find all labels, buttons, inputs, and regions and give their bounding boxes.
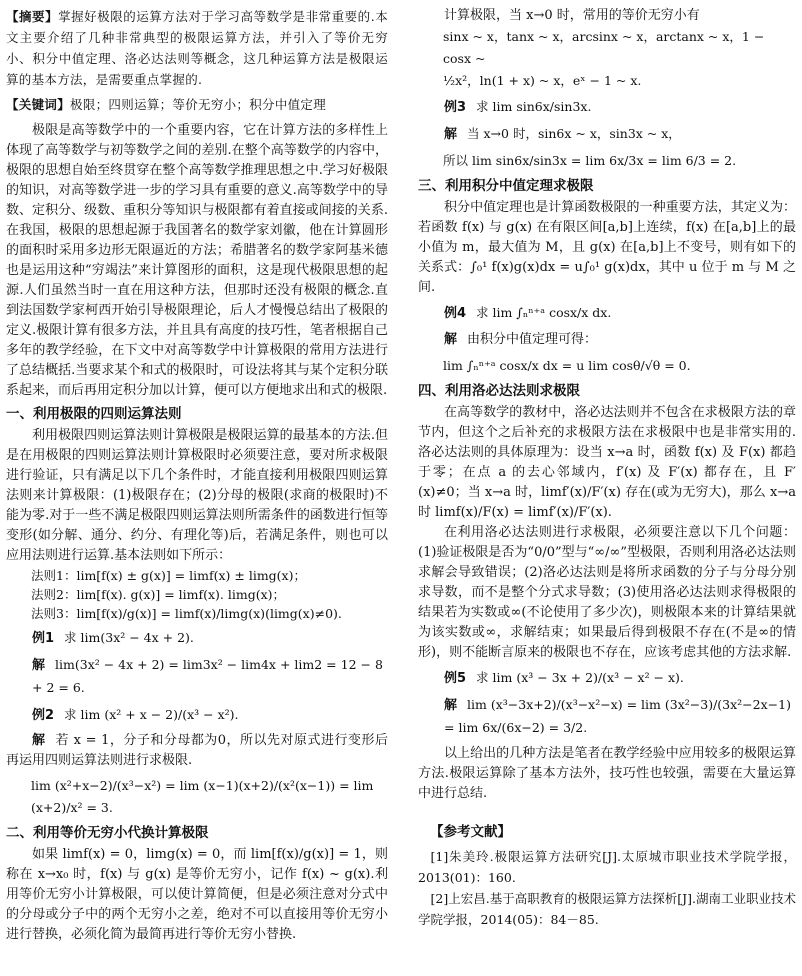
section-2-paragraph: 如果 limf(x) = 0，limg(x) = 0，而 lim[f(x)/g(x)] = 1，则称在 x→x₀ 时，f(x) 与 g(x) 是等价无穷小，记作 f(x) ~ g(x).利用等价无穷小计算极限，可以使计算简便，但是必须注意对分式中的分母或分子中的两个无穷小之差，绝对不可以直接用等价无穷小进行替换，必须化简为最简再进行等价无穷小替换. [6, 847, 388, 942]
example-5-solution [418, 694, 796, 740]
example-4 [418, 302, 796, 325]
equivalent-list-line-2: ½x²，ln(1 + x) ~ x，eˣ − 1 ~ x. [443, 73, 642, 88]
example-2-formula: lim (x²+x−2)/(x³−x²) = lim (x−1)(x+2)/(x²(x−1)) = lim (x+2)/x² = 3. [31, 778, 374, 815]
section-4-paragraph-1: 在高等数学的教材中，洛必达法则并不包含在求极限方法的章节内，但这个之后补充的求极限方法在求极限中也是非常实用的.洛必达法则的具体原理为：设当 x→a 时，函数 f(x) 及 F(x) 都趋于零；在点 a 的去心邻域内，f′(x) 及 F′(x) 都存在，且 F′(x)≠0；当 x→a 时，limf′(x)/F′(x) 存在(或为无穷大)，那么 x→a 时 limf(x)/F(x) = limf′(x)/F′(x). [418, 405, 796, 520]
abstract [6, 6, 388, 90]
equivalent-list-line-1: sinx ~ x，tanx ~ x，arcsinx ~ x，arctanx ~ x，1 − cosx ~ [443, 29, 765, 66]
section-3-title: 三、利用积分中值定理求极限 [418, 178, 594, 194]
example-1-solution [6, 654, 388, 700]
example-3-solution-text: 当 x→0 时，sin6x ~ x，sin3x ~ x， [467, 126, 681, 141]
law-2: 法则2：lim[f(x). g(x)] = limf(x). limg(x)； [31, 587, 286, 602]
example-4-problem: 求 lim ∫ₙⁿ⁺ᵃ cosx/x dx. [476, 305, 612, 320]
example-4-label: 例4 [444, 306, 467, 321]
section-2-title: 二、利用等价无穷小代换计算极限 [6, 825, 209, 841]
solution-label: 解 [444, 127, 458, 142]
left-column [6, 6, 388, 945]
example-1-problem: 求 lim(3x² − 4x + 2). [64, 630, 194, 645]
example-3-formula: 所以 lim sin6x/sin3x = lim 6x/3x = lim 6/3 = 2. [443, 153, 737, 168]
section-4-paragraph-3: 以上给出的几种方法是笔者在教学经验中应用较多的极限运算方法.极限运算除了基本方法外，技巧性也较强，需要在大量运算中进行总结. [418, 746, 796, 801]
section-3-paragraph: 积分中值定理也是计算函数极限的一种重要方法，其定义为：若函数 f(x) 与 g(x) 在有限区间[a,b]上连续，f(x) 在[a,b]上的最小值为 m，最大值为 M，且 g(x) 在[a,b]上不变号，则有如下的关系式：∫₀¹ f(x)g(x)dx = u∫₀¹ g(x)dx，其中 u 位于 m 与 M 之间. [418, 200, 796, 295]
example-2-problem: 求 lim (x² + x − 2)/(x³ − x²). [64, 707, 239, 722]
solution-label: 解 [32, 733, 46, 748]
section-1-title: 一、利用极限的四则运算法则 [6, 406, 182, 422]
example-5 [418, 667, 796, 690]
example-4-formula: lim ∫ₙⁿ⁺ᵃ cosx/x dx = u lim cosθ/√θ = 0. [443, 358, 691, 373]
abstract-label: 【摘要】 [6, 9, 59, 24]
example-4-solution-text: 由积分中值定理可得： [467, 332, 598, 347]
example-3-problem: 求 lim sin6x/sin3x. [476, 99, 592, 114]
example-3 [418, 96, 796, 119]
section-1-paragraph: 利用极限四则运算法则计算极限是极限运算的最基本的方法.但是在用极限的四则运算法则计算极限时必须要注意，要对所求极限进行验证，只有满足以下几个条件时，才能直接利用极限四则运算法则来计算极限：(1)极限存在；(2)分母的极限(求商的极限时)不能为零.对于一些不满足极限四则运算法则所需条件的函数进行恒等变形(如分解、通分、约分、有理化等)后，若满足条件，则也可以应用法则进行运算.基本法则如下所示： [6, 428, 388, 563]
example-5-label: 例5 [444, 671, 467, 686]
keywords-text: 极限；四则运算；等价无穷小；积分中值定理 [70, 97, 327, 112]
example-5-problem: 求 lim (x³ − 3x + 2)/(x³ − x² − x). [476, 670, 684, 685]
solution-label: 解 [444, 332, 458, 347]
keywords-label: 【关键词】 [6, 97, 71, 112]
solution-label: 解 [444, 698, 458, 713]
example-1 [6, 627, 388, 650]
example-4-solution [418, 329, 796, 351]
right-column [418, 6, 796, 930]
example-5-formula: lim (x³−3x+2)/(x³−x²−x) = lim (3x²−3)/(3x²−2x−1) = lim 6x/(6x−2) = 3/2. [444, 697, 791, 735]
section-4-paragraph-2: 在利用洛必达法则进行求极限，必须要注意以下几个问题：(1)验证极限是否为“0/0”型与“∞/∞”型极限，否则利用洛必达法则求解会导致错误；(2)洛必达法则是将所求函数的分子与分母分别求导数，而不是整个分式求导数；(3)使用洛必达法则求得极限的结果若为实数或∞(不论使用了多少次)，则极限本来的计算结果就为该实数或∞，求解结束；如果最后得到极限不存在(不是∞的情形)，则不能断言原来的极限也不存在，应该考虑其他的方法求解. [418, 525, 796, 660]
section-2-equiv-intro: 计算极限，当 x→0 时，常用的等价无穷小有 [444, 8, 700, 23]
example-2-solution [6, 731, 388, 771]
example-1-label: 例1 [32, 631, 55, 646]
example-2-label: 例2 [32, 708, 55, 723]
reference-item: [1]朱美玲.极限运算方法研究[J].太原城市职业技术学院学报，2013(01)：160. [418, 849, 796, 885]
law-1: 法则1：lim[f(x) ± g(x)] = limf(x) ± limg(x)； [31, 568, 306, 583]
keywords [6, 94, 388, 115]
references-title: 【参考文献】 [430, 824, 511, 840]
example-3-solution [418, 123, 796, 146]
reference-item: [2]上宏昌.基于高职教育的极限运算方法探析[J].湖南工业职业技术学院学报，2014(05)：84－85. [418, 891, 796, 927]
section-4-title: 四、利用洛必达法则求极限 [418, 383, 580, 399]
example-1-solution-formula: lim(3x² − 4x + 2) = lim3x² − lim4x + lim2 = 12 − 8 + 2 = 6. [32, 657, 383, 695]
abstract-text: 掌握好极限的运算方法对于学习高等数学是非常重要的.本文主要介绍了几种非常典型的极限运算方法，并引入了等价无穷小、积分中值定理、洛必达法则等概念，这几种运算方法是极限运算的基本方法，是需要重点掌握的. [6, 9, 389, 87]
intro-paragraph: 极限是高等数学中的一个重要内容，它在计算方法的多样性上体现了高等数学与初等数学之间的差别.在整个高等数学的内容中，极限的思想自始至终贯穿在整个高等数学推理思想之中.学习好极限的知识，对高等数学进一步的学习具有重要的意义.高等数学中的导数、定积分、级数、重积分等知识与极限都有着直接或间接的关系.在我国，极限的思想起源于我国著名的数学家刘徽，他在计算圆形的面积时采用多边形无限逼近的方法；希腊著名的数学家阿基米德也是运用这种“穷竭法”来计算图形的面积，这是现代极限思想的起源.人们虽然当时一直在用这种方法，但那时还没有极限的概念.直到法国数学家柯西开始引导极限理论，后人才慢慢总结出了极限的定义.极限计算有很多方法，并且具有高度的技巧性，笔者根据自己多年的教学经验，在下文中对高等数学中计算极限的常用方法进行了总结概括.当要求某个和式的极限时，可设法将其与某个定积分联系起来，而后再用定积分加以计算，便可以方便地求出和式的极限. [6, 123, 388, 398]
example-2-solution-text: 若 x = 1，分子和分母都为0，所以先对原式进行变形后再运用四则运算法则进行求极限. [6, 733, 388, 768]
example-2 [6, 704, 388, 727]
solution-label: 解 [32, 658, 46, 673]
law-3: 法则3：lim[f(x)/g(x)] = limf(x)/limg(x)(limg(x)≠0). [31, 606, 342, 621]
example-3-label: 例3 [444, 100, 467, 115]
